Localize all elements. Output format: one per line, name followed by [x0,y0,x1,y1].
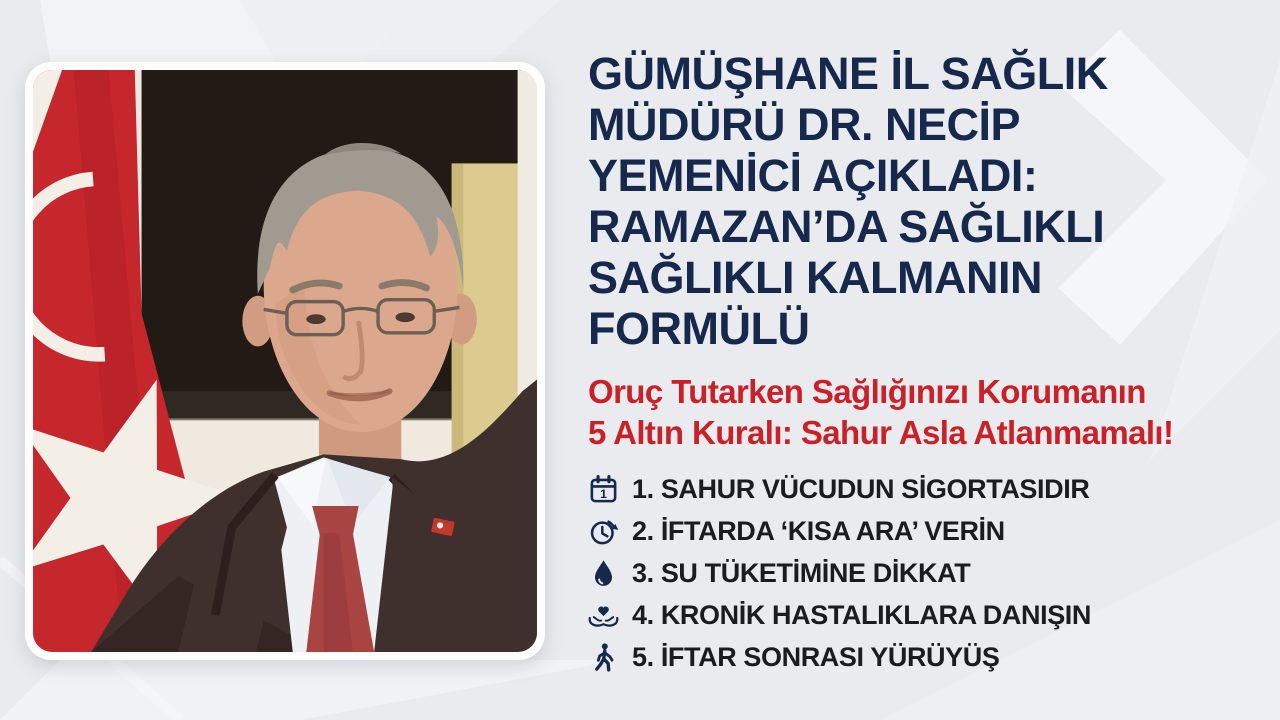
headline-line: RAMAZAN’DA SAĞLIKLI [588,201,1105,252]
list-item [588,558,1264,589]
calendar-day1-icon [588,474,619,505]
walking-person-icon [588,642,619,673]
clock-refresh-icon [588,516,619,547]
content-column [588,48,1264,673]
list-item [588,600,1264,631]
list-item-label: 1. SAHUR VÜCUDUN SİGORTASIDIR [632,474,1090,504]
headline-line: YEMENİCİ AÇIKLADI: [588,150,1038,201]
list-item-label: 4. KRONİK HASTALIKLARA DANIŞIN [632,600,1091,630]
list-item [588,642,1264,673]
hands-heart-icon [588,600,619,631]
subheadline-line: Oruç Tutarken Sağlığınızı Korumanın [588,373,1146,410]
headline-line: SAĞLIKLI KALMANIN [588,252,1042,303]
list-item [588,516,1264,547]
rules-list [588,474,1264,673]
list-item-label: 5. İFTAR SONRASI YÜRÜYÜŞ [632,642,1000,672]
list-item [588,474,1264,505]
portrait-photo-card [25,62,545,660]
headline-line: MÜDÜRÜ DR. NECİP [588,99,1021,150]
list-item-label: 3. SU TÜKETİMİNE DİKKAT [632,558,971,588]
subheadline [588,371,1264,453]
list-item-label: 2. İFTARDA ‘KISA ARA’ VERİN [632,516,1005,546]
headline-line: FORMÜLÜ [588,303,810,354]
svg-text:1: 1 [600,487,607,502]
water-drop-icon [588,558,619,589]
headline [588,48,1264,354]
subheadline-line: 5 Altın Kuralı: Sahur Asla Atlanmamalı! [588,414,1174,451]
headline-line: GÜMÜŞHANE İL SAĞLIK [588,48,1108,99]
portrait-photo [33,70,537,652]
